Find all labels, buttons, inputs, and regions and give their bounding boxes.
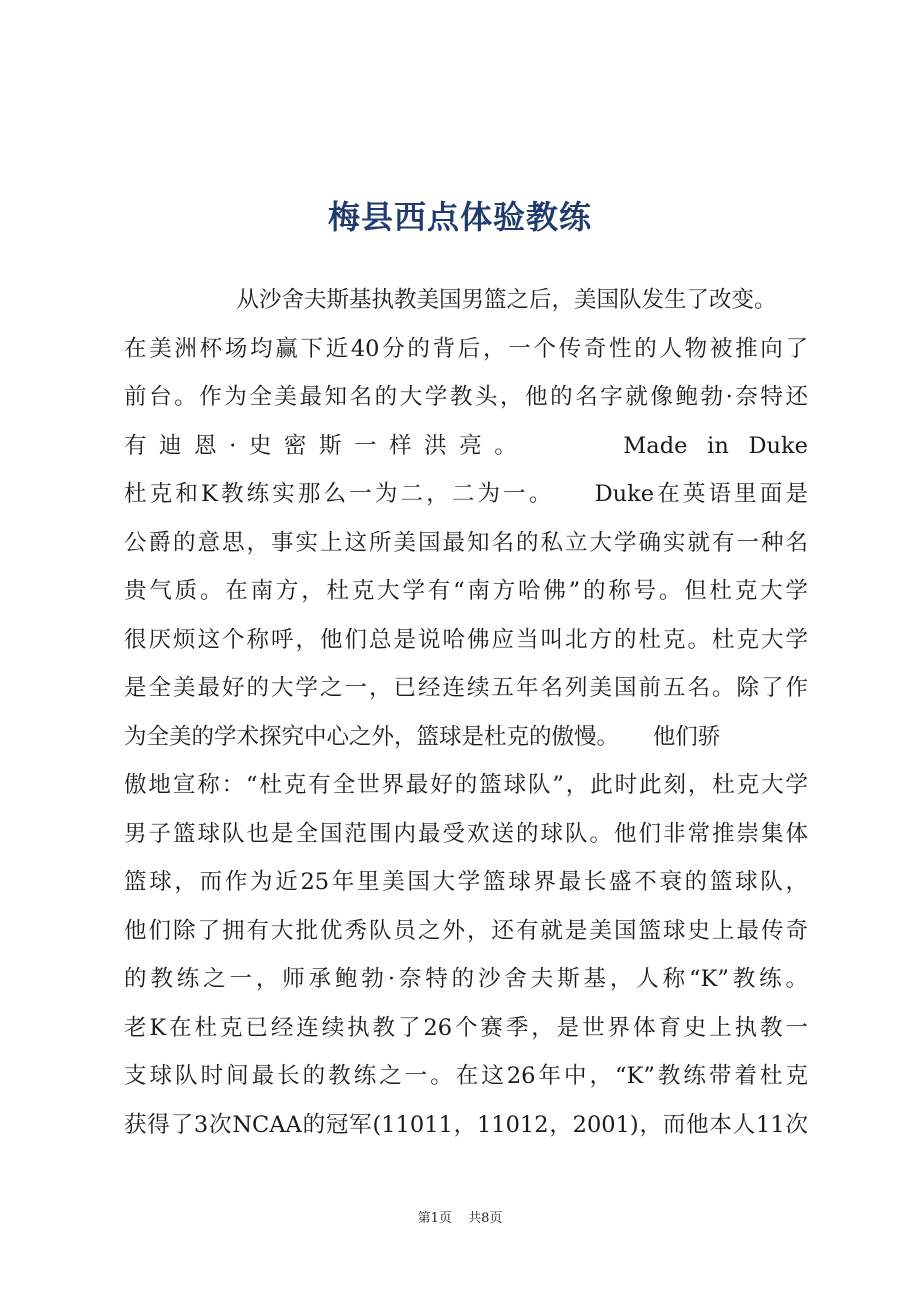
text-line: 支球队时间最长的教练之一。在这26年中，“K”教练带着杜克 — [124, 1063, 808, 1089]
text-line: 有迪恩·史密斯一样洪亮。 Made in Duke — [124, 432, 808, 459]
page-number: 第1页 — [417, 1211, 452, 1226]
text-line: 从沙舍夫斯基执教美国男篮之后，美国队发生了改变。 — [124, 287, 777, 313]
text-line: 为全美的学术探究中心之外，篮球是杜克的傲慢。 他们骄 — [124, 723, 721, 750]
text-line: 老K在杜克已经连续执教了26个赛季，是世界体育史上执教一 — [124, 1014, 808, 1041]
text-line: 贵气质。在南方，杜克大学有“南方哈佛”的称号。但杜克大学 — [124, 578, 808, 604]
body-paragraph — [124, 276, 808, 1149]
text-line: 傲地宣称：“杜克有全世界最好的篮球队”，此时此刻，杜克大学 — [124, 772, 808, 798]
text-line: 杜克和K教练实那么一为二，二为一。 Duke在英语里面是 — [124, 481, 808, 507]
text-line: 篮球，而作为近25年里美国大学篮球界最长盛不衰的篮球队， — [124, 869, 808, 895]
text-line: 是全美最好的大学之一，已经连续五年名列美国前五名。除了作 — [124, 675, 808, 701]
text-line: 男子篮球队也是全国范围内最受欢送的球队。他们非常推崇集体 — [124, 820, 808, 847]
text-line: 获得了3次NCAA的冠军(11011，11012，2001)，而他本人11次 — [124, 1111, 808, 1138]
page-total: 共8页 — [468, 1211, 503, 1226]
text-line: 他们除了拥有大批优秀队员之外，还有就是美国篮球史上最传奇 — [124, 917, 808, 944]
page-footer — [0, 1207, 920, 1226]
text-line: 在美洲杯场均赢下近40分的背后，一个传奇性的人物被推向了 — [124, 335, 808, 362]
document-title: 梅县西点体验教练 — [327, 198, 592, 236]
text-line: 的教练之一，师承鲍勃·奈特的沙舍夫斯基，人称“K”教练。 — [124, 966, 808, 992]
text-line: 公爵的意思，事实上这所美国最知名的私立大学确实就有一种名 — [124, 529, 808, 556]
text-line: 前台。作为全美最知名的大学教头，他的名字就像鲍勃·奈特还 — [124, 384, 808, 410]
text-line: 很厌烦这个称呼，他们总是说哈佛应当叫北方的杜克。杜克大学 — [124, 626, 808, 653]
